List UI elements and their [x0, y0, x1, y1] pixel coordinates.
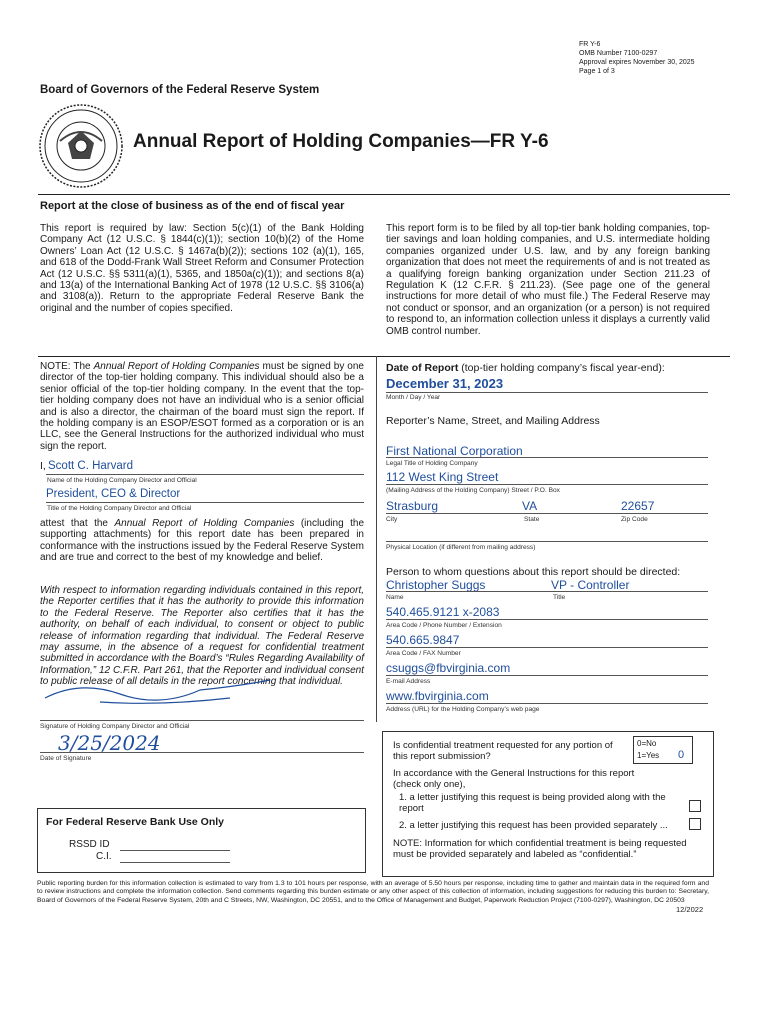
contact-name[interactable]: Christopher Suggs: [386, 578, 486, 592]
ci-label: C.I.: [96, 851, 112, 862]
company-name-label: Legal Title of Holding Company: [386, 460, 478, 467]
form-header-info: [579, 40, 749, 76]
web-label: Address (URL) for the Holding Company’s web page: [386, 706, 540, 713]
signer-name-line: [46, 474, 364, 475]
email-label: E-mail Address: [386, 678, 431, 685]
contact-heading: Person to whom questions about this report should be directed:: [386, 566, 681, 578]
title-divider: [38, 194, 730, 195]
contact-fax[interactable]: 540.665.9847: [386, 633, 460, 647]
certification: With respect to information regarding individuals contained in this report, the Reporter certifies that it has the authority to provide this information to the Federal Reserve. The Reporter also certifies that it has the authority, on behalf of each individual, to consent or object to public release of information regarding that individual. The Federal Reserve may assume, in the absence of a request for confidential treatment submitted in accordance with the Board’s “Rules Regarding Availability of Information,” 12 C.F.R. Part 261, that the Reporter and individual consent to public release of all details in the report concerning that individual.: [40, 585, 364, 688]
contact-title-label: Title: [553, 594, 566, 601]
report-date-heading: Date of Report (top-tier holding company’s fiscal year-end):: [386, 362, 665, 374]
rssd-label: RSSD ID: [69, 839, 110, 850]
fax-label: Area Code / FAX Number: [386, 650, 461, 657]
company-zip[interactable]: 22657: [621, 499, 655, 513]
contact-web[interactable]: www.fbvirginia.com: [386, 689, 489, 703]
signer-title-line: [46, 502, 364, 503]
ci-input[interactable]: [120, 862, 230, 863]
form-id: FR Y-6: [579, 41, 601, 48]
report-date-value[interactable]: December 31, 2023: [386, 376, 504, 391]
intro-right: This report form is to be filed by all top-tier bank holding companies, top-tier savings and loan holding companies, and U.S. intermediate holding companies organized under U.S. law, and by any foreign banking organization that does not meet the requirements of and is not treated as a qualifying foreign banking organization under Section 211.23 of Regulation K (12 C.F.R. § 211.23). (See page one of the general instructions for more detail of who must file.) The Federal Reserve may not conduct or sponsor, and an organization (or a person) is not required to respond to, an information collection unless it displays a currently valid OMB control number.: [386, 223, 710, 337]
phone-label: Area Code / Phone Number / Extension: [386, 622, 502, 629]
signer-title[interactable]: President, CEO & Director: [46, 488, 181, 500]
signature-note: NOTE: The Annual Report of Holding Companies must be signed by one director of the top-tier holding company. This individual should also be a senior official of the top-tier holding company. In the event that the top-tier holding company does not have an individual who is a senior official and is also a director, the chairman of the board must sign the report. If the holding company is an ESOP/ESOT formed as a corporation or is an LLC, see the General Instructions for the authorized individual who must sign the report.: [40, 361, 364, 452]
report-title: Annual Report of Holding Companies—FR Y-6: [133, 131, 549, 152]
report-date-line: [386, 392, 708, 393]
company-street-line: [386, 484, 708, 485]
report-date-sublabel: Month / Day / Year: [386, 394, 441, 401]
column-divider: [376, 356, 377, 722]
city-label: City: [386, 516, 398, 523]
zip-label: Zip Code: [621, 516, 648, 523]
date-label: Date of Signature: [40, 755, 92, 762]
omb-number: OMB Number 7100-0297: [579, 50, 658, 57]
company-state[interactable]: VA: [522, 499, 538, 513]
city-line: [386, 513, 708, 514]
checkbox-item-2[interactable]: [689, 818, 701, 830]
company-city[interactable]: Strasburg: [386, 499, 439, 513]
confidential-instructions: In accordance with the General Instructions for this report (check only one),: [393, 768, 635, 790]
signer-title-label: Title of the Holding Company Director and Official: [47, 505, 192, 512]
page-number: Page 1 of 3: [579, 68, 615, 75]
signature-label: Signature of Holding Company Director and Official: [40, 723, 190, 730]
company-name-line: [386, 457, 708, 458]
confidential-answer-box[interactable]: [633, 736, 693, 764]
confidential-item-2: 2. a letter justifying this request has been provided separately ...: [399, 820, 668, 831]
signer-name-label: Name of the Holding Company Director and Official: [47, 477, 197, 484]
subheading: Report at the close of business as of the end of fiscal year: [40, 200, 345, 212]
attestation: attest that the Annual Report of Holding Companies (including the supporting attachments) for this report date has been prepared in conformance with the instructions issued by the Federal Reserve System and are true and correct to the best of my knowledge and belief.: [40, 518, 365, 564]
phone-line: [386, 619, 708, 620]
contact-title[interactable]: VP - Controller: [551, 578, 630, 592]
confidential-answer: 0: [678, 749, 685, 761]
signature-scribble-icon: [40, 676, 300, 716]
state-label: State: [524, 516, 540, 523]
burden-statement: Public reporting burden for this information collection is estimated to vary from 1.3 to 101 hours per response, with an average of 5.50 hours per response, including time to gather and maintain data in the required form and to review instructions and complete the information collection. Send comments regarding this burden estimate or any other aspect of this collection of information, including suggestions for reducing this burden to: Secretary, Board of Governors of the Federal Reserve System, 20th and C Streets, NW, Washington, DC 20551, and to the Office of Management and Budget, Paperwork Reduction Project (7100-0297), Washington, DC 20503: [37, 880, 709, 904]
fed-use-title: For Federal Reserve Bank Use Only: [46, 816, 224, 828]
company-name[interactable]: First National Corporation: [386, 444, 523, 458]
section-divider: [38, 356, 730, 357]
date-line: [40, 752, 364, 753]
signature-line: [40, 720, 364, 721]
contact-name-label: Name: [386, 594, 404, 601]
company-street[interactable]: 112 West King Street: [386, 470, 499, 484]
i-prefix: I,: [40, 460, 46, 472]
email-line: [386, 675, 708, 676]
physical-location-input[interactable]: [386, 541, 708, 542]
web-line: [386, 703, 708, 704]
intro-left: This report is required by law: Section 5(c)(1) of the Bank Holding Company Act (12 U.S.C. § 1844(c)(1)); section 10(b)(2) of the Home Owners’ Loan Act (12 U.S.C. § 1467a(b)(2)); sections 102 (a)(1), 165, and 618 of the Dodd-Frank Wall Street Reform and Consumer Protection Act (12 U.S.C. §§ 5311(a)(1), 5365, and 1850a(c)(1)); and sections 8(a) and 13(a) of the International Banking Act of 1978 (12 U.S.C. §§ 3106(a) and 3108(a)). Return to the appropriate Federal Reserve Bank the original and the number of copies specified.: [40, 223, 364, 314]
contact-name-line: [386, 591, 708, 592]
company-street-label: (Mailing Address of the Holding Company) Street / P.O. Box: [386, 487, 560, 494]
signer-name[interactable]: Scott C. Harvard: [48, 460, 133, 472]
confidential-note: NOTE: Information for which confidential treatment is being requested must be provided separately and labeled as “confidential.”: [393, 838, 687, 860]
signature-date[interactable]: 3/25/2024: [58, 731, 161, 755]
rssd-input[interactable]: [120, 850, 230, 851]
option-no: 0=No: [637, 739, 657, 748]
confidential-question: Is confidential treatment requested for any portion of this report submission?: [393, 740, 613, 762]
federal-reserve-seal-icon: [38, 103, 124, 189]
confidential-box: [382, 731, 714, 877]
physical-location-label: Physical Location (if different from mailing address): [386, 544, 536, 551]
confidential-item-1: 1. a letter justifying this request is being provided along with the report: [399, 792, 666, 814]
form-revision-code: 12/2022: [676, 905, 704, 914]
fax-line: [386, 647, 708, 648]
checkbox-item-1[interactable]: [689, 800, 701, 812]
fed-use-box: [37, 808, 366, 873]
option-yes: 1=Yes: [637, 751, 660, 760]
reporter-heading: Reporter’s Name, Street, and Mailing Address: [386, 415, 600, 427]
contact-email[interactable]: csuggs@fbvirginia.com: [386, 661, 511, 675]
contact-phone[interactable]: 540.465.9121 x-2083: [386, 605, 500, 619]
approval-expiry: Approval expires November 30, 2025: [579, 59, 695, 66]
board-title: Board of Governors of the Federal Reserve System: [40, 84, 320, 96]
